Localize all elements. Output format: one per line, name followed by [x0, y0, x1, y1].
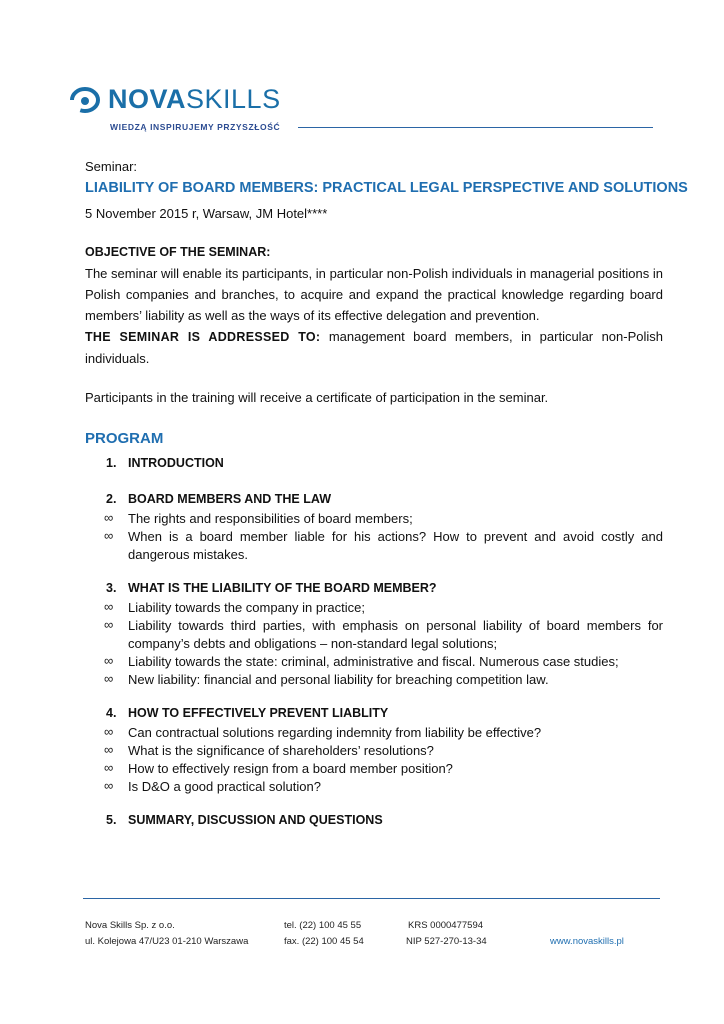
footer-tel: tel. (22) 100 45 55	[284, 920, 362, 931]
bullet-icon: ∞	[104, 617, 114, 632]
footer-krs: KRS 0000477594	[408, 920, 484, 931]
section-number: 1.	[106, 456, 117, 470]
addressed-to	[85, 326, 663, 369]
list-item: Can contractual solutions regarding indemnity from liability be effective?	[128, 725, 542, 740]
list-item: How to effectively resign from a board member position?	[128, 761, 453, 776]
footer-divider	[83, 898, 660, 899]
addressed-label: THE SEMINAR IS ADDRESSED TO:	[85, 330, 321, 344]
bullet-icon: ∞	[104, 724, 114, 739]
eye-logo-icon	[68, 87, 102, 113]
objective-text: The seminar will enable its participants, in particular non-Polish individuals in managerial positions in Polish companies and branches, to acquire and expand the practical knowledge regarding board members’ liability as well as the ways of its effective delegation and prevention.	[85, 266, 663, 323]
bullet-icon: ∞	[104, 510, 114, 525]
objective-heading: OBJECTIVE OF THE SEMINAR:	[85, 245, 271, 259]
list-item: Is D&O a good practical solution?	[128, 779, 321, 794]
list-item: When is a board member liable for his actions? How to prevent and avoid costly and dangerous mistakes.	[128, 529, 663, 562]
brand-name: NOVASKILLS	[108, 84, 281, 114]
bullet-icon: ∞	[104, 653, 114, 668]
footer-website-link[interactable]: www.novaskills.pl	[550, 936, 624, 947]
section-number: 2.	[106, 492, 117, 506]
list-item: The rights and responsibilities of board members;	[128, 511, 413, 526]
section-number: 4.	[106, 706, 117, 720]
list-item: Liability towards third parties, with emphasis on personal liability of board members for company’s debts and obligations – non-standard legal solutions;	[128, 618, 663, 651]
footer-company: Nova Skills Sp. z o.o.	[85, 920, 175, 931]
bullet-icon: ∞	[104, 778, 114, 793]
bullet-icon: ∞	[104, 599, 114, 614]
seminar-title: LIABILITY OF BOARD MEMBERS: PRACTICAL LEGAL PERSPECTIVE AND SOLUTIONS	[85, 180, 688, 196]
section-title: WHAT IS THE LIABILITY OF THE BOARD MEMBER?	[128, 581, 437, 595]
footer-fax: fax. (22) 100 45 54	[284, 936, 364, 947]
list-item: Liability towards the state: criminal, administrative and fiscal. Numerous case studies;	[128, 654, 619, 669]
program-heading: PROGRAM	[85, 430, 164, 447]
seminar-date-place: 5 November 2015 r, Warsaw, JM Hotel****	[85, 206, 328, 221]
addressed-text: management board members, in particular non-Polish individuals.	[85, 329, 664, 366]
list-item: What is the significance of shareholders’ resolutions?	[128, 743, 434, 758]
section-title: SUMMARY, DISCUSSION AND QUESTIONS	[128, 813, 383, 827]
bullet-icon: ∞	[104, 742, 114, 757]
section-title: INTRODUCTION	[128, 456, 224, 470]
bullet-icon: ∞	[104, 760, 114, 775]
footer-address: ul. Kolejowa 47/U23 01-210 Warszawa	[85, 936, 249, 947]
section-title: HOW TO EFFECTIVELY PREVENT LIABLITY	[128, 706, 389, 720]
seminar-label: Seminar:	[85, 159, 138, 174]
section-number: 5.	[106, 813, 117, 827]
list-item: New liability: financial and personal liability for breaching competition law.	[128, 672, 549, 687]
list-item: Liability towards the company in practice;	[128, 600, 366, 615]
bullet-icon: ∞	[104, 671, 114, 686]
section-number: 3.	[106, 581, 117, 595]
section-title: BOARD MEMBERS AND THE LAW	[128, 492, 332, 506]
certificate-note: Participants in the training will receive a certificate of participation in the seminar.	[85, 390, 549, 405]
header-divider	[298, 127, 653, 128]
logo	[68, 86, 281, 113]
tagline: WIEDZĄ INSPIRUJEMY PRZYSZŁOŚĆ	[110, 122, 281, 132]
bullet-icon: ∞	[104, 528, 114, 543]
footer-nip: NIP 527-270-13-34	[406, 936, 487, 947]
